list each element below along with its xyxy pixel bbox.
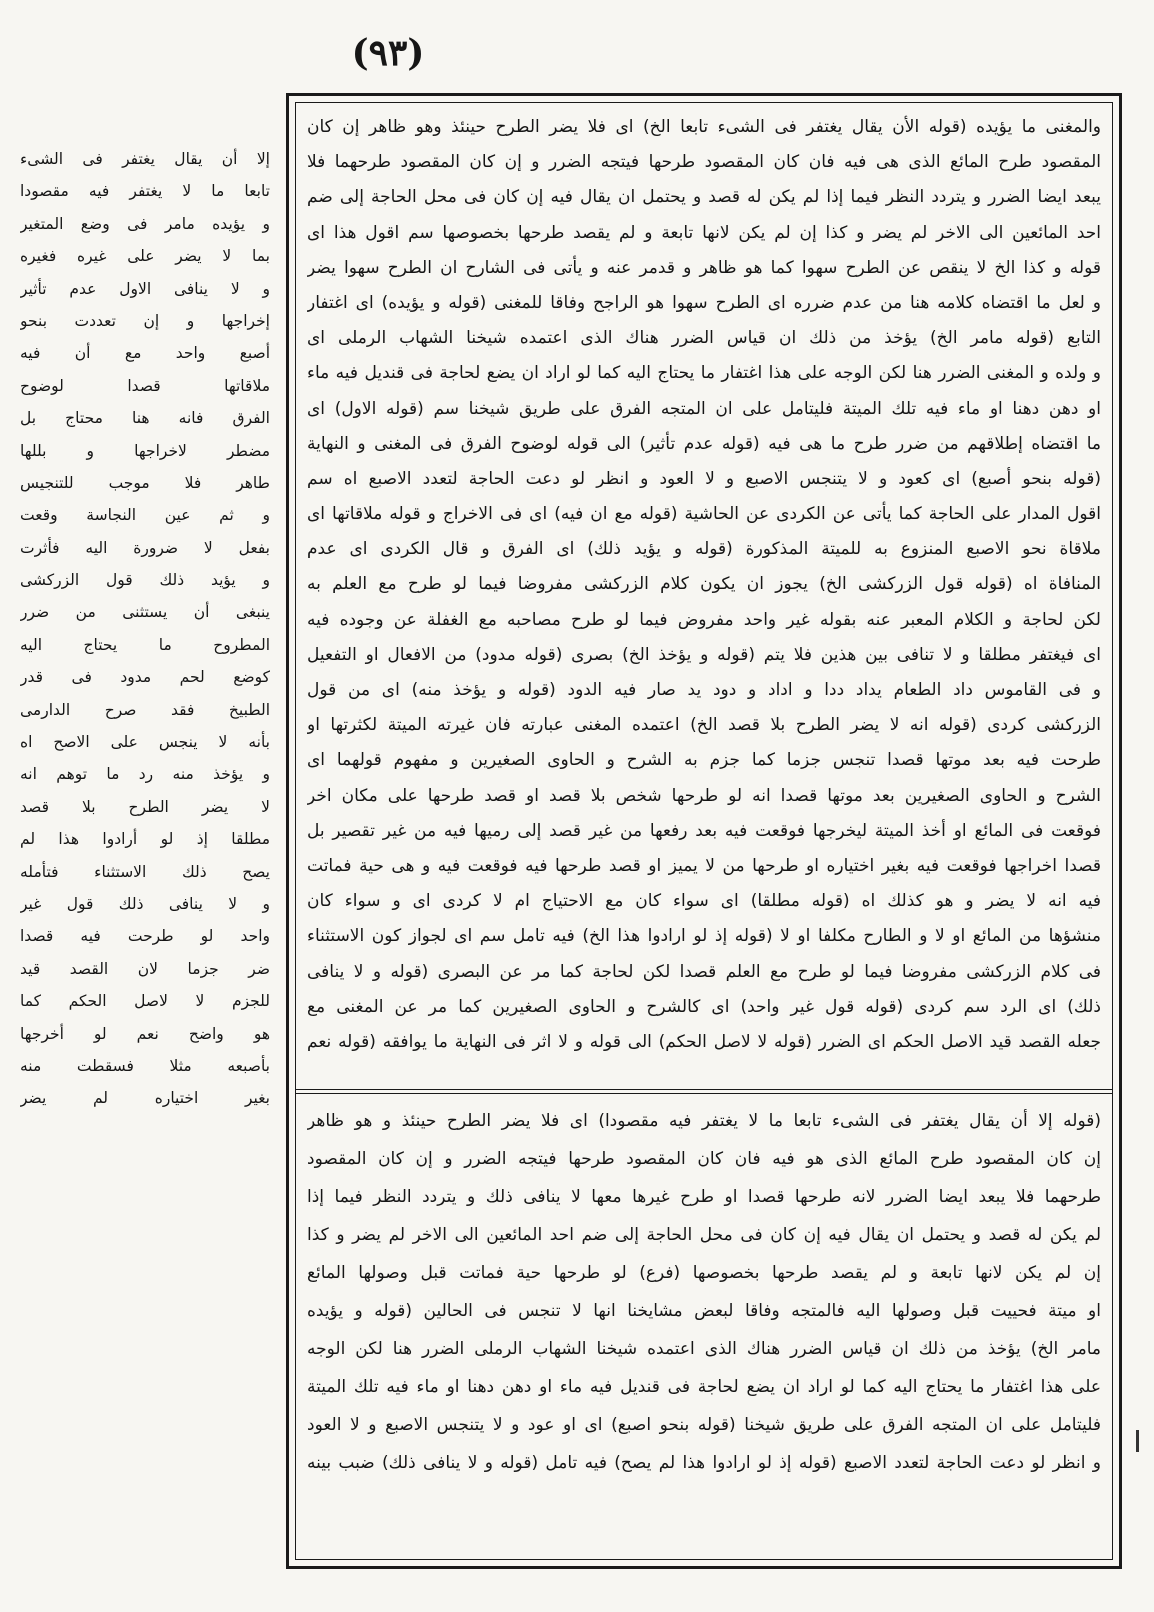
- commentary-text-block: [307, 1102, 1101, 1558]
- main-text-block: [307, 110, 1101, 1078]
- main-line: ذلك) ای الرد سم كردی (قوله قول غير واحد) ای كالشرح و الحاوی الصغيرين كما مر عن المغنی مع: [307, 996, 1101, 1017]
- margin-line: طاهر فلا موجب للتنجيس: [20, 473, 270, 492]
- commentary-line: طرحهما فلا يبعد ايضا الضرر لانه طرحها قصدا او طرح غيرها معها لا ينافی ذلك و يتردد النظر فيما إذا: [307, 1187, 1101, 1207]
- main-line: المنافاة اه (قوله قول الزركشی الخ) يجوز ان يكون كلام الزركشی مفروضا فيما لو طرح مع العلم به: [307, 574, 1101, 595]
- ink-mark: [1136, 1430, 1139, 1452]
- margin-line: ضر جزما لان القصد قيد: [20, 959, 270, 978]
- margin-line: بأصبعه مثلا فسقطت منه: [20, 1056, 270, 1075]
- margin-text-column: [20, 143, 270, 1403]
- margin-line: يصح ذلك الاستثناء فتأمله: [20, 862, 270, 881]
- main-line: طرحت فيه بعد موتها قصدا تنجس جزما كما جزم به الشرح و الحاوی الصغيرين و مفهوم قولهما ای: [307, 750, 1101, 771]
- margin-line: و ثم عين النجاسة وقعت: [20, 506, 270, 525]
- main-line: يبعد ايضا الضرر و يتردد النظر فيما إذا لم يكن له قصد و يحتمل ان يقال فيه إن كان فی محل الحاجة إلی ضم: [307, 187, 1101, 208]
- margin-line: و لا ينافی ذلك قول غير: [20, 894, 270, 913]
- margin-line: بما لا يضر علی غيره فغيره: [20, 247, 270, 266]
- commentary-line: و انظر لو دعت الحاجة لتعدد الاصبع (قوله إذ لو ارادوا هذا لم يصح) فيه تامل (قوله و لا ينافی ذلك) ضبب بينه: [307, 1453, 1101, 1473]
- page-number: (٩٣): [351, 32, 425, 74]
- main-line: منشؤها من المائع او لا و الطارح مكلفا او لا (قوله إذ لو ارادوا هذا الخ) فيه تامل سم ای لجواز كون الاستثناء: [307, 926, 1101, 947]
- margin-line: هو واضح نعم لو أخرجها: [20, 1024, 270, 1043]
- main-line: المقصود طرح المائع الذی هی فيه فان كان المقصود طرحها فيتجه الضرر و إن كان المقصود طرحهما فلا: [307, 152, 1101, 173]
- main-line: احد المائعين الی الاخر لم يضر و كذا إن لم يكن لانها تابعة و لم يقصد طرحها بخصوصها سم اقول هذا ای: [307, 222, 1101, 243]
- main-line: او دهن دهنا او ماء فيه تلك الميتة فليتامل علی ان المتجه الفرق علی طريق شيخنا سم (قوله الاول) ای: [307, 398, 1101, 419]
- commentary-line: إن كان المقصود طرح المائع الذی هو فيه فان كان المقصود طرحها فيتجه الضرر و إن كان المقصود: [307, 1149, 1101, 1169]
- main-line: والمغنی ما يؤيده (قوله الأن يقال يغتفر فی الشیء تابعا الخ) ای فلا يضر الطرح حينئذ وهو ظاهر إن كان: [307, 117, 1101, 137]
- margin-line: الطبيخ فقد صرح الدارمی: [20, 700, 270, 719]
- margin-line: إخراجها و إن تعددت بنحو: [20, 311, 270, 330]
- margin-line: للجزم لا لاصل الحكم كما: [20, 992, 270, 1011]
- main-line: لكن لحاجة و الكلام المعبر عنه بقوله غير واحد مفروض فيما لو طرح مصاحبه مع الغفلة عن وجوده فيه: [307, 609, 1101, 630]
- commentary-line: فليتامل علی ان المتجه الفرق علی طريق شيخنا (قوله بنحو اصبع) ای او عود و لا يتنجس الاصبع و لا العود: [307, 1415, 1101, 1435]
- margin-line: المطروح ما يحتاج اليه: [20, 635, 270, 654]
- main-line: و ولده و المغنی الضرر هنا لكن الوجه علی هذا اغتفار ما يحتاج اليه كما لو اراد ان يضع لحاجة فی قنديل فيه ماء: [307, 363, 1101, 384]
- margin-line: مطلقا إذ لو أرادوا هذا لم: [20, 830, 270, 849]
- main-line: قوله و كذا الخ لا ينقص عن الطرح سهوا كما هو ظاهر و قدمر عنه و يأتی فی الشارح ان الطرح سهوا يضر: [307, 257, 1101, 278]
- main-line: ملاقاة نحو الاصبع المنزوع به للميتة المذكورة (قوله و يؤيد ذلك) ای الفرق و قال الكردی ای عدم: [307, 539, 1101, 560]
- margin-line: واحد لو طرحت فيه قصدا: [20, 927, 270, 946]
- margin-line: ملاقاتها قصدا لوضوح: [20, 376, 270, 395]
- margin-line: كوضع لحم مدود فی قدر: [20, 668, 270, 687]
- margin-line: ينبغی أن يستثنی من ضرر: [20, 603, 270, 622]
- main-line: ما اقتضاه إطلاقهم من ضرر طرح ما هی فيه (قوله عدم تأثير) الی قوله لوضوح الفرق فی المغنی و النهاية: [307, 433, 1101, 454]
- main-line: جعله القصد قيد الاصل الحكم ای الضرر (قوله لا لاصل الحكم) الی قوله و لا اثر فی النهاية ما يوافقه (قوله نعم: [307, 1031, 1101, 1052]
- main-line: الزركشی كردی (قوله انه لا يضر الطرح بلا قصد الخ) اعتمده المغنی عبارته فان غيرته الميتة لكثرتها او: [307, 715, 1101, 736]
- main-line: فی كلام الزركشی مفروضا فيما لو طرح مع العلم قصدا لكن لحاجة كما مر عن البصری (قوله و لا ينافی: [307, 961, 1101, 982]
- commentary-line: او ميتة فحييت قبل وصولها اليه فالمتجه وفاقا لبعض مشايخنا انها لا تنجس فی الحالين (قوله و يؤيده: [307, 1301, 1101, 1321]
- margin-line: بغير اختياره لم يضر: [20, 1089, 270, 1108]
- main-line: (قوله بنحو أصبع) ای كعود و لا يتنجس الاصبع و لا العود و انظر لو دعت الحاجة لتعدد الاصبع اه سم: [307, 468, 1101, 489]
- main-line: التابع (قوله مامر الخ) يؤخذ من ذلك ان قياس الضرر هناك الذی اعتمده شيخنا الشهاب الرملی ای: [307, 328, 1101, 349]
- main-line: و لعل ما اقتضاه كلامه هنا من عدم ضرره ای الطرح سهوا هو الراجح وفاقا للمغنی (قوله و يؤيده) ای اغتفار: [307, 292, 1101, 313]
- commentary-line: (قوله إلا أن يقال يغتفر فی الشیء تابعا ما لا يغتفر فيه مقصودا) ای فلا يضر الطرح حينئذ و هو ظاهر: [307, 1111, 1101, 1131]
- main-line: فوقعت فی المائع او أخذ الميتة ليخرجها فوقعت فيه بعد رفعها من غير قصد إلی رميها فيه من غير تقصير بل: [307, 820, 1101, 841]
- margin-line: و يؤيده مامر فی وضع المتغير: [20, 214, 270, 233]
- margin-line: إلا أن يقال يغتفر فی الشیء: [20, 150, 270, 168]
- section-divider: [295, 1089, 1113, 1094]
- margin-line: و لا ينافی الاول عدم تأثير: [20, 279, 270, 298]
- commentary-line: علی هذا اغتفار ما يحتاج اليه كما لو اراد ان يضع لحاجة فی قنديل فيه ماء او دهن دهنا او ماء فيه تلك الميتة: [307, 1377, 1101, 1397]
- margin-line: لا يضر الطرح بلا قصد: [20, 797, 270, 816]
- main-line: الشرح و الحاوی الصغيرين بعد موتها قصدا انه لو طرحها شخص بلا قصد او قصد طرحها علی مكان اخر: [307, 785, 1101, 806]
- margin-line: الفرق فانه هنا محتاج بل: [20, 409, 270, 428]
- margin-line: أصبع واحد مع أن فيه: [20, 344, 270, 363]
- commentary-line: لم يكن له قصد و يحتمل ان يقال فيه إن كان فی محل الحاجة إلی ضم احد المائعين الی الاخر لم يضر و كذا: [307, 1225, 1101, 1245]
- text-frame: [286, 93, 1122, 1569]
- commentary-line: مامر الخ) يؤخذ من ذلك ان قياس الضرر هناك الذی اعتمده شيخنا الشهاب الرملی الضرر هنا لكن الوجه: [307, 1339, 1101, 1359]
- margin-line: تابعا ما لا يغتفر فيه مقصودا: [20, 182, 270, 201]
- main-line: فيه انه لا يضر و هو كذلك اه (قوله مطلقا) ای سواء كان مع الاحتياج ام لا كردی ای و سواء كان: [307, 891, 1101, 912]
- main-line: اقول المدار علی الحاجة كما يأتی عن الكردی عن الحاشية (قوله مع ان فيه) ای فی الاخراج و قوله ملاقاتها ای: [307, 504, 1101, 525]
- margin-line: مضطر لاخراجها و بللها: [20, 441, 270, 460]
- main-line: قصدا اخراجها فوقعت فيه بغير اختياره او طرحها من لا يميز او قصد طرحها فيه فوقعت فيه و هی حية فماتت: [307, 855, 1101, 876]
- margin-line: و يؤخذ منه رد ما توهم انه: [20, 765, 270, 784]
- commentary-line: إن لم يكن لانها تابعة و لم يقصد طرحها بخصوصها (فرع) لو طرحها حية فماتت قبل وصولها المائع: [307, 1263, 1101, 1283]
- main-line: ای فيغتفر مطلقا و لا تنافی بين هذين فلا يتم (قوله و يؤخذ الخ) بصری (قوله مدود) من الافعال او التفعيل: [307, 644, 1101, 665]
- margin-line: و يؤيد ذلك قول الزركشی: [20, 571, 270, 590]
- main-line: و فی القاموس داد الطعام يداد ددا و اداد و دود يد صار فيه الدود (قوله و يؤخذ منه) ای من قول: [307, 680, 1101, 700]
- margin-line: بأنه لا ينجس علی الاصح اه: [20, 733, 270, 752]
- margin-line: بفعل لا ضرورة اليه فأثرت: [20, 538, 270, 557]
